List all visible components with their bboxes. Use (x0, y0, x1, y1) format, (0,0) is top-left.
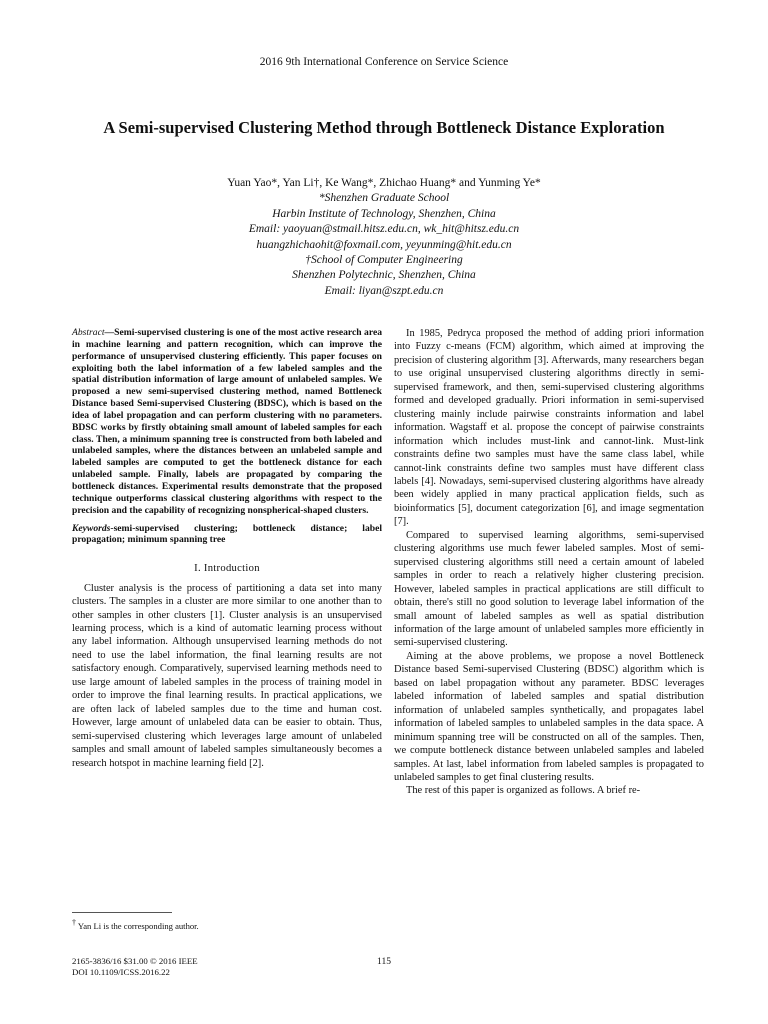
doi-line: DOI 10.1109/ICSS.2016.22 (72, 967, 170, 977)
abstract-lead: Abstract (72, 327, 105, 338)
abstract-text: —Semi-supervised clustering is one of the most active research area in machine learning and pattern recognition, which can improve the performance of unsupervised clustering efficiently. This paper focuses on exploiting both the label information of a few labeled samples and the spatial distribution information of large amount of unlabeled samples. We proposed a new semi-supervised clustering method, named Bottleneck Distance based Semi-supervised Clustering (BDSC), which is based on the idea of label propagation and can perform clustering with no parameters. BDSC works by firstly obtaining small amount of labeled samples for each class. Then, a minimum spanning tree is constructed from both labeled and unlabeled samples, where the distances between an unlabeled sample and labeled samples are computed to get the bottleneck distance for each unlabeled sample. Finally, labels are propagated by comparing the bottleneck distances. Experimental results demonstrate that the proposed technique outperforms classical clustering algorithms with respect to the precision and the capability of recognizing nonspherical-shaped clusters. (72, 327, 382, 516)
page-number: 115 (377, 957, 391, 967)
affiliation-2-institution: Shenzhen Polytechnic, Shenzhen, China (292, 269, 476, 282)
keywords-lead: Keywords (72, 522, 111, 534)
issn-line: 2165-3836/16 $31.00 © 2016 IEEE (72, 956, 198, 966)
affiliation-1: *Shenzhen Graduate School (318, 192, 450, 205)
footnote (72, 918, 382, 931)
body-paragraph: Aiming at the above problems, we propose a novel Bottleneck Distance based Semi-supervised Clustering (BDSC) algorithm which is based on label propagation without any parameter. BDSC leverages labeled information of labeled samples and spatial distribution information of unlabeled samples synthetically, and propagates label information of labeled samples to unlabeled samples in the data space. A minimum spanning tree will be constructed on all of the samples. Then, we compute bottleneck distance between unlabeled samples and labeled samples. At last, label information from labeled samples is propagated to unlabeled samples to get final clustering results. (394, 650, 704, 783)
body-paragraph: The rest of this paper is organized as follows. A brief re- (406, 785, 641, 797)
footnote-text: Yan Li is the corresponding author. (77, 920, 199, 931)
body-paragraph: Compared to supervised learning algorithms, semi-supervised clustering algorithms use much fewer labeled samples. Most of semi-supervised clustering algorithms still need a certain amount of labeled samples in order to reach a relatively higher clustering precision. However, labeled samples in practical applications are still difficult to obtain, there's still no good solution to leverage label information of the small amount of labeled samples as well as spatial distribution information of the large amount of unlabeled samples more efficiently in semi-supervised clustering. (394, 529, 704, 649)
paper-title: A Semi-supervised Clustering Method through Bottleneck Distance Exploration (103, 118, 665, 137)
conference-header: 2016 9th International Conference on Service Science (259, 56, 509, 68)
keywords-text: -semi-supervised clustering; bottleneck distance; label propagation; minimum spanning tree (72, 522, 382, 546)
footnote-rule (72, 912, 172, 913)
email-line-2: huangzhichaohit@foxmail.com, yeyunming@hit.edu.cn (256, 238, 512, 251)
left-column (72, 327, 382, 770)
email-line-1: Email: yaoyuan@stmail.hitsz.edu.cn, wk_hit@hitsz.edu.cn (248, 223, 520, 236)
affiliation-2: †School of Computer Engineering (305, 254, 463, 267)
abstract (72, 327, 382, 517)
author-names: Yuan Yao*, Yan Li†, Ke Wang*, Zhichao Huang* and Yunming Ye* (227, 177, 541, 189)
section-heading-introduction: I. Introduction (194, 563, 260, 575)
body-paragraph: Cluster analysis is the process of partitioning a data set into many clusters. The samples in a cluster are more similar to one another than to other samples in other clusters [1]. Cluster analysis is an unsupervised learning process, which is a kind of automatic learning process without any label information. Although unsupervised learning methods do not need to use the label information, the final learning results are not satisfactory enough. Comparatively, supervised learning methods need to use large amount of labeled samples in the process of training model in order to improve the final learning results. In practical applications, we are often lack of labeled samples due to the time and human cost. However, large amount of unlabeled data can be easier to obtain. Thus, semi-supervised clustering which leverages large amount of unlabeled samples and small amount of labeled samples simultaneously becomes a research hotspot in machine learning field [2]. (72, 582, 382, 769)
footnote-mark: † (72, 918, 76, 927)
right-column (394, 327, 704, 798)
affiliation-1-institution: Harbin Institute of Technology, Shenzhen, China (272, 207, 496, 220)
body-paragraph: In 1985, Pedryca proposed the method of adding priori information into Fuzzy c-means (FCM) algorithm, which aimed at improving the precision of clustering algorithm [3]. Afterwards, many researchers began to use original unsupervised clustering algorithms directly in semi-supervised framework, and then, semi-supervised clustering algorithms formed and developed gradually. Priori information in semi-supervised clustering mainly include pairwise constraints information and label information. Wagstaff et al. propose the concept of pairwise constraints information which includes must-link and cannot-link. Must-link constraints define two samples must have the same class label, while cannot-link constraints define two samples must have different class labels [4]. Nowadays, semi-supervised clustering algorithms have already been widely applied in many practical application fields, such as bioinformatics [5], document categorization [6], and image segmentation [7]. (394, 328, 704, 528)
author-block (0, 176, 768, 299)
keywords (72, 523, 382, 547)
email-line-3: Email: liyan@szpt.edu.cn (324, 284, 444, 297)
